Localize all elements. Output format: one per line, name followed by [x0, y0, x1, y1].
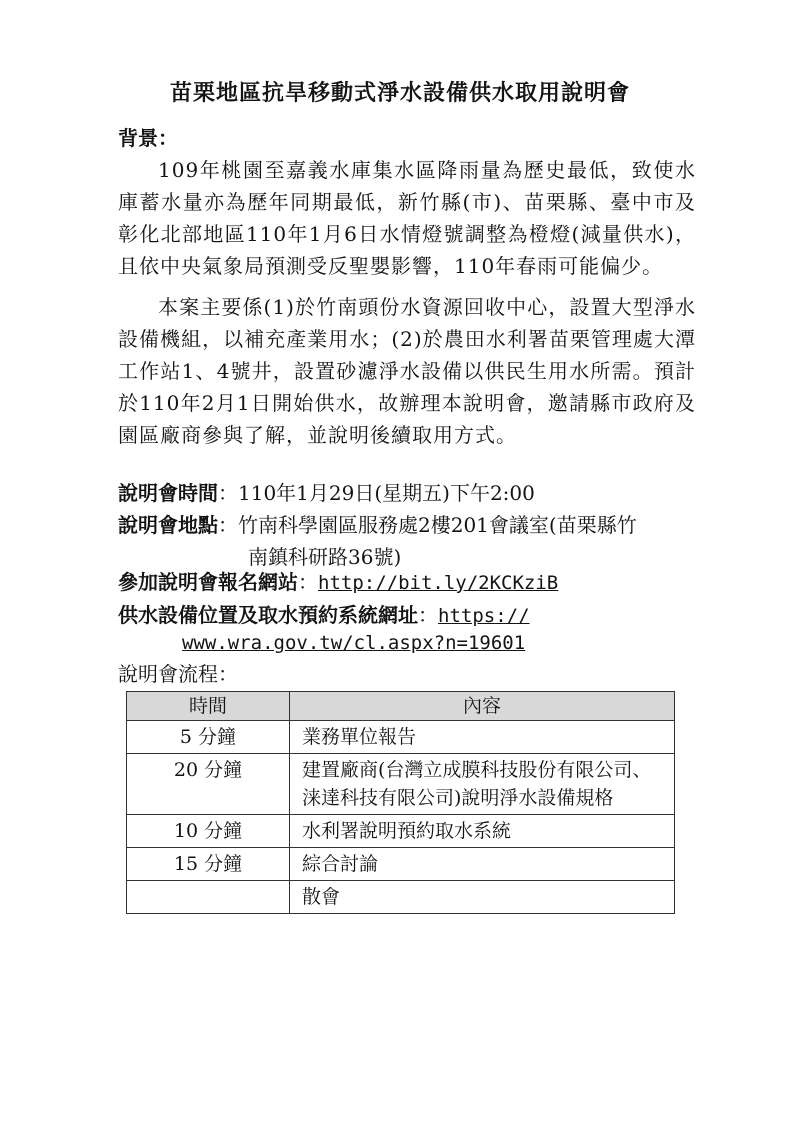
- signup-site: [118, 566, 558, 599]
- system-label: 供水設備位置及取水預約系統網址: [118, 603, 418, 627]
- background-heading: 背景：: [118, 126, 178, 150]
- agenda-table: [126, 691, 675, 914]
- system-sep: ：: [418, 603, 438, 627]
- system-link-part-1[interactable]: https://: [438, 605, 530, 627]
- agenda-row: [127, 815, 675, 848]
- agenda-time: 15 分鐘: [127, 848, 290, 881]
- agenda-time: 20 分鐘: [127, 754, 290, 815]
- agenda-header-row: [127, 692, 675, 721]
- agenda-content: 綜合討論: [290, 848, 675, 881]
- meeting-place-value-cont: 南鎮科研路36號): [248, 545, 402, 569]
- agenda-time: 5 分鐘: [127, 721, 290, 754]
- meeting-place-value: ：竹南科學園區服務處2樓201會議室(苗栗縣竹: [218, 513, 637, 537]
- agenda-content: 建置廠商(台灣立成膜科技股份有限公司、涞達科技有限公司)說明淨水設備規格: [290, 754, 675, 815]
- meeting-time-label: 說明會時間: [118, 481, 218, 505]
- signup-link[interactable]: http://bit.ly/2KCKziB: [318, 572, 559, 594]
- meeting-time: [118, 477, 535, 509]
- system-link-part-2[interactable]: www.wra.gov.tw/cl.aspx?n=19601: [182, 632, 526, 654]
- flow-label: 說明會流程：: [118, 662, 238, 686]
- background-paragraph-2: 本案主要係(1)於竹南頭份水資源回收中心，設置大型淨水設備機組，以補充產業用水；(2)於農田水利署苗栗管理處大潭工作站1、4號井，設置砂濾淨水設備以供民生用水所需。預計於110年2月1日開始供水，故辦理本說明會，邀請縣市政府及園區廠商參與了解，並說明後續取用方式。: [118, 295, 696, 447]
- agenda-content: 散會: [290, 881, 675, 914]
- agenda-row: [127, 754, 675, 815]
- agenda-header-time: 時間: [127, 692, 290, 721]
- meeting-time-value: ：110年1月29日(星期五)下午2:00: [218, 481, 535, 505]
- agenda-time: 10 分鐘: [127, 815, 290, 848]
- system-link-line-2: [182, 626, 525, 659]
- agenda-row: [127, 848, 675, 881]
- signup-sep: ：: [298, 570, 318, 594]
- agenda-content: 業務單位報告: [290, 721, 675, 754]
- agenda-row: [127, 721, 675, 754]
- agenda-header-content: 內容: [290, 692, 675, 721]
- background-paragraph-1: 109年桃園至嘉義水庫集水區降雨量為歷史最低，致使水庫蓄水量亦為歷年同期最低，新竹縣(市)、苗栗縣、臺中市及彰化北部地區110年1月6日水情燈號調整為橙燈(減量供水)，且依中央氣象局預測受反聖嬰影響，110年春雨可能偏少。: [118, 158, 696, 278]
- signup-label: 參加說明會報名網站: [118, 570, 298, 594]
- agenda-content: 水利署說明預約取水系統: [290, 815, 675, 848]
- agenda-row: [127, 881, 675, 914]
- agenda-time: [127, 881, 290, 914]
- meeting-place-label: 說明會地點: [118, 513, 218, 537]
- meeting-place: [118, 509, 637, 541]
- document-title: 苗栗地區抗旱移動式淨水設備供水取用說明會: [169, 81, 630, 106]
